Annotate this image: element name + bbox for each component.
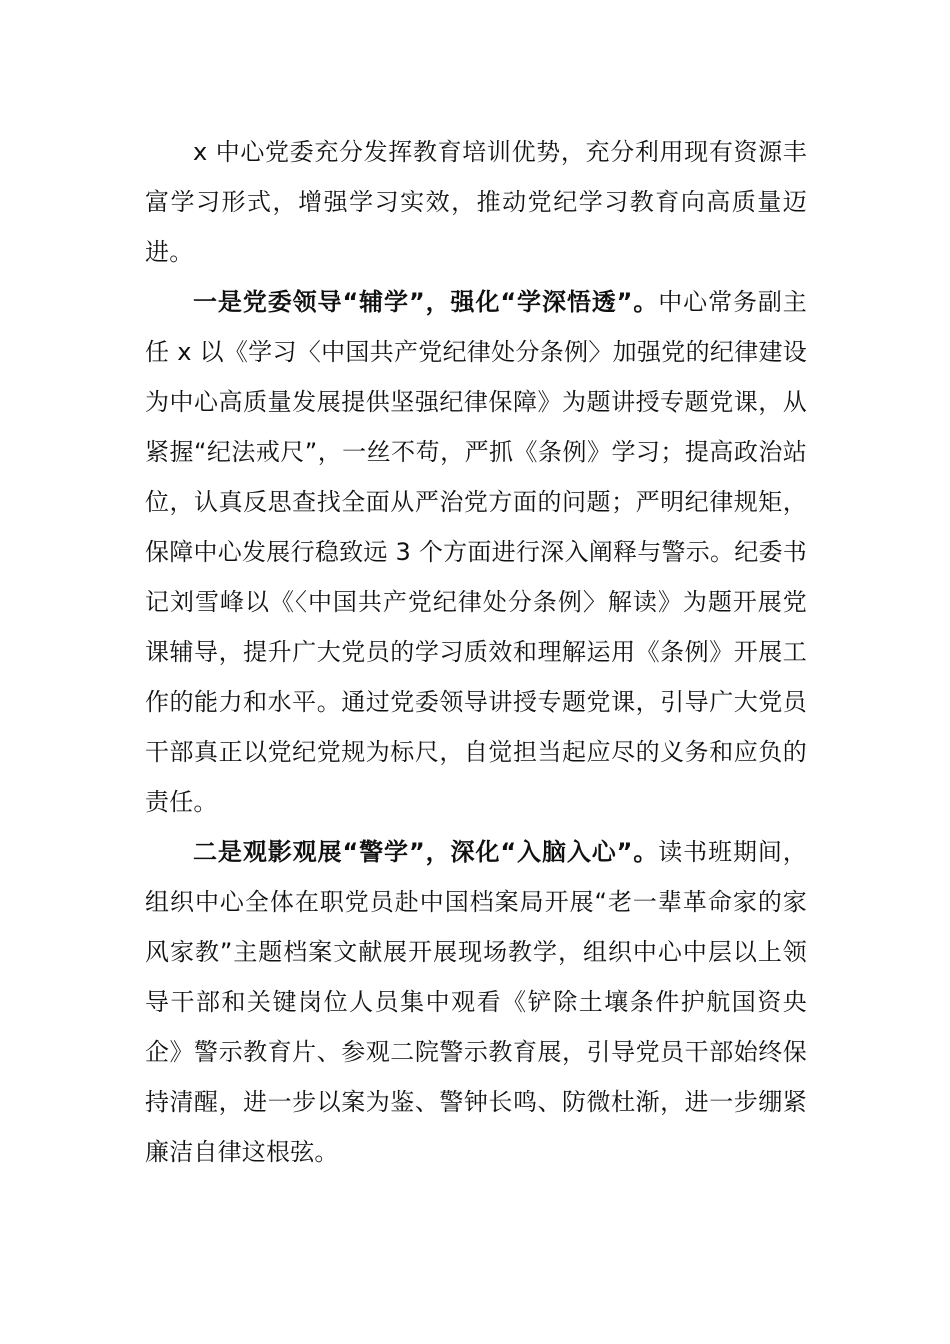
paragraph-intro bbox=[145, 127, 807, 277]
paragraph-body: 中心常务副主任 x 以《学习〈中国共产党纪律处分条例〉加强党的纪律建设为中心高质量发展提供坚强纪律保障》为题讲授专题党课，从紧握“纪法戒尺”，一丝不苟，严抓《条例》学习；提高政治站位，认真反思查找全面从严治党方面的问题；严明纪律规矩，保障中心发展行稳致远 3 个方面进行深入阐释与警示。纪委书记刘雪峰以《〈中国共产党纪律处分条例〉解读》为题开展党课辅导，提升广大党员的学习质效和理解运用《条例》开展工作的能力和水平。通过党委领导讲授专题党课，引导广大党员干部真正以党纪党规为标尺，自觉担当起应尽的义务和应负的责任。 bbox=[145, 288, 808, 816]
paragraph-body: x 中心党委充分发挥教育培训优势，充分利用现有资源丰富学习形式，增强学习实效，推动党纪学习教育向高质量迈进。 bbox=[145, 138, 807, 266]
paragraph-second-point bbox=[145, 827, 807, 1177]
paragraph-first-point bbox=[145, 277, 807, 827]
paragraph-lead: 一是党委领导“辅学”，强化“学深悟透”。 bbox=[193, 288, 659, 316]
paragraph-body: 读书班期间，组织中心全体在职党员赴中国档案局开展“老一辈革命家的家风家教”主题档案文献展开展现场教学，组织中心中层以上领导干部和关键岗位人员集中观看《铲除土壤条件护航国资央企》警示教育片、参观二院警示教育展，引导党员干部始终保持清醒，进一步以案为鉴、警钟长鸣、防微杜渐，进一步绷紧廉洁自律这根弦。 bbox=[145, 838, 808, 1166]
document-page bbox=[145, 127, 807, 1227]
paragraph-lead: 二是观影观展“警学”，深化“入脑入心”。 bbox=[193, 838, 659, 866]
